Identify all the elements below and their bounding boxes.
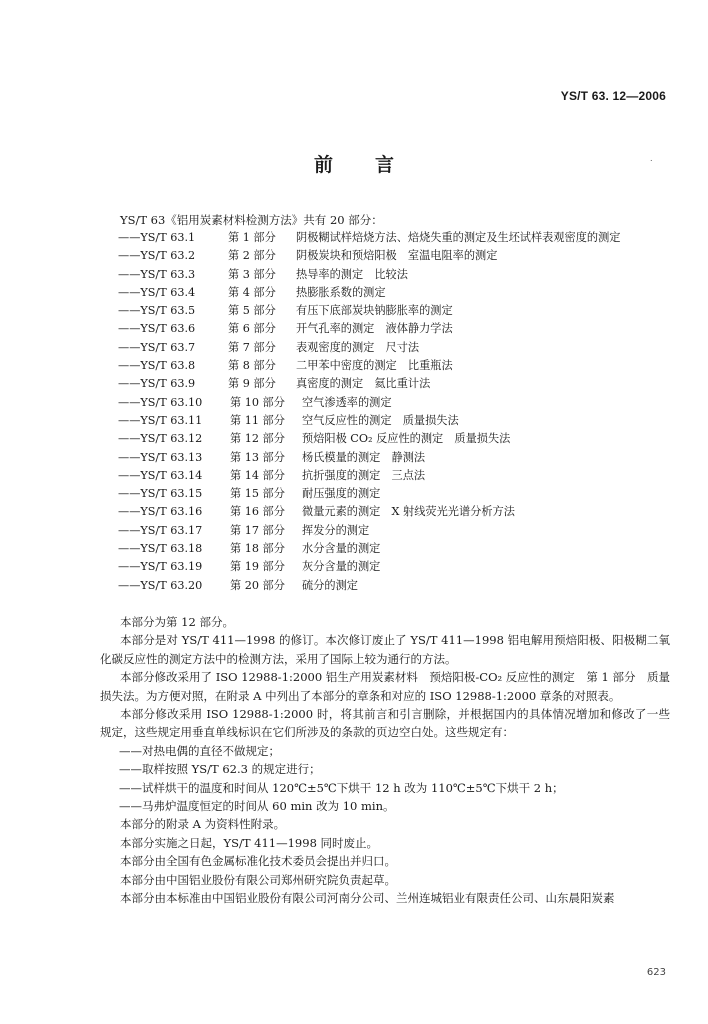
paragraph: 本部分是对 YS/T 411—1998 的修订。本次修订废止了 YS/T 411—1998 铝电解用预焙阳极、阳极糊二氧化碳反应性的测定方法中的检测方法，采用了国际上较为通行的方法。 (100, 633, 670, 666)
bullet-item: ——取样按照 YS/T 62.3 的规定进行； (119, 762, 321, 777)
part-name: 杨氏模量的测定 静测法 (302, 450, 426, 464)
part-name: 二甲苯中密度的测定 比重瓶法 (296, 359, 453, 373)
part-number: 第 19 部分 (230, 560, 285, 574)
paragraph: 本部分由全国有色金属标准化技术委员会提出并归口。 (120, 854, 396, 869)
part-code: ——YS/T 63.12 (118, 432, 203, 446)
part-code: ——YS/T 63.8 (118, 359, 196, 373)
part-number: 第 6 部分 (228, 322, 276, 336)
paragraph: 本部分实施之日起，YS/T 411—1998 同时废止。 (120, 835, 379, 850)
part-code: ——YS/T 63.19 (118, 560, 203, 574)
part-name: 开气孔率的测定 液体静力学法 (296, 322, 453, 336)
part-code: ——YS/T 63.5 (118, 304, 196, 318)
part-code: ——YS/T 63.18 (118, 542, 203, 556)
bullet-item: ——对热电偶的直径不做规定； (119, 743, 280, 758)
part-code: ——YS/T 63.14 (118, 468, 203, 482)
part-name: 热膨胀系数的测定 (296, 285, 386, 299)
paragraph: 本部分的附录 A 为资料性附录。 (120, 817, 286, 832)
part-number: 第 7 部分 (228, 340, 276, 354)
part-number: 第 11 部分 (230, 413, 285, 427)
part-name: 空气渗透率的测定 (302, 395, 392, 409)
part-code: ——YS/T 63.9 (118, 377, 196, 391)
part-code: ——YS/T 63.10 (118, 395, 203, 409)
part-number: 第 14 部分 (230, 468, 285, 482)
bullet-item: ——试样烘干的温度和时间从 120℃±5℃下烘干 12 h 改为 110℃±5℃下烘干 2 h； (119, 780, 564, 795)
page-number: 623 (646, 967, 666, 978)
part-name: 预焙阳极 CO₂ 反应性的测定 质量损失法 (302, 432, 511, 446)
part-name: 耐压强度的测定 (302, 487, 381, 501)
part-code: ——YS/T 63.7 (118, 340, 196, 354)
part-name: 热导率的测定 比较法 (296, 267, 408, 281)
part-name: 真密度的测定 氦比重计法 (296, 377, 431, 391)
page-title: 前言 (313, 154, 436, 176)
part-code: ——YS/T 63.17 (118, 523, 203, 537)
part-number: 第 16 部分 (230, 505, 285, 519)
part-code: ——YS/T 63.1 (118, 231, 196, 244)
part-name: 抗折强度的测定 三点法 (302, 468, 426, 482)
part-code: ——YS/T 63.11 (118, 413, 203, 427)
part-number: 第 20 部分 (230, 578, 285, 592)
paragraph: 本部分修改采用 ISO 12988-1:2000 时，将其前言和引言删除，并根据国内的具体情况增加和修改了一些规定，这些规定用垂直单线标识在它们所涉及的条款的页边空白处。这些规定有： (100, 707, 670, 740)
part-code: ——YS/T 63.15 (118, 487, 203, 501)
bullet-item: ——马弗炉温度恒定的时间从 60 min 改为 10 min。 (119, 799, 395, 814)
part-code: ——YS/T 63.16 (118, 505, 203, 519)
part-number: 第 5 部分 (228, 304, 276, 318)
part-name: 挥发分的测定 (302, 523, 370, 537)
part-code: ——YS/T 63.13 (118, 450, 203, 464)
paragraph: 本部分为第 12 部分。 (120, 615, 234, 629)
part-number: 第 9 部分 (228, 377, 276, 391)
part-number: 第 15 部分 (230, 487, 285, 501)
part-code: ——YS/T 63.2 (118, 249, 196, 263)
part-name: 水分含量的测定 (302, 542, 381, 556)
intro-line: YS/T 63《铝用炭素材料检测方法》共有 20 部分： (120, 213, 383, 227)
part-number: 第 4 部分 (228, 285, 276, 299)
part-code: ——YS/T 63.3 (118, 267, 196, 281)
part-name: 灰分含量的测定 (302, 560, 381, 574)
part-name: 阴极糊试样焙烧方法、焙烧失重的测定及生坯试样表观密度的测定 (296, 231, 621, 244)
paragraph: 本部分由本标准由中国铝业股份有限公司河南分公司、兰州连城铝业有限责任公司、山东晨阳炭素 (120, 891, 615, 906)
part-number: 第 12 部分 (230, 432, 285, 446)
part-name: 阴极炭块和预焙阳极 室温电阻率的测定 (296, 249, 498, 263)
part-number: 第 18 部分 (230, 542, 285, 556)
scan-speck: . (650, 154, 653, 163)
part-number: 第 8 部分 (228, 359, 276, 373)
part-name: 硫分的测定 (302, 578, 358, 592)
part-code: ——YS/T 63.4 (118, 285, 196, 299)
standard-code-header: YS/T 63. 12—2006 (560, 89, 666, 103)
paragraph: 本部分修改采用了 ISO 12988-1:2000 铝生产用炭素材料 预焙阳极-CO₂ 反应性的测定 第 1 部分 质量损失法。为方便对照，在附录 A 中列出了本部分的章条和对应的 ISO 12988-1:2000 章条的对照表。 (100, 670, 670, 703)
part-code: ——YS/T 63.6 (118, 322, 196, 336)
part-number: 第 17 部分 (230, 523, 285, 537)
part-name: 有压下底部炭块钠膨胀率的测定 (296, 304, 453, 318)
part-number: 第 1 部分 (228, 231, 276, 244)
part-number: 第 10 部分 (230, 395, 285, 409)
part-code: ——YS/T 63.20 (118, 578, 203, 592)
part-name: 微量元素的测定 X 射线荧光光谱分析方法 (302, 505, 515, 519)
part-name: 空气反应性的测定 质量损失法 (302, 413, 459, 427)
part-number: 第 3 部分 (228, 267, 276, 281)
part-number: 第 13 部分 (230, 450, 285, 464)
part-name: 表观密度的测定 尺寸法 (296, 340, 420, 354)
foreword-body (100, 613, 670, 908)
paragraph: 本部分由中国铝业股份有限公司郑州研究院负责起草。 (120, 872, 396, 887)
part-number: 第 2 部分 (228, 249, 276, 263)
